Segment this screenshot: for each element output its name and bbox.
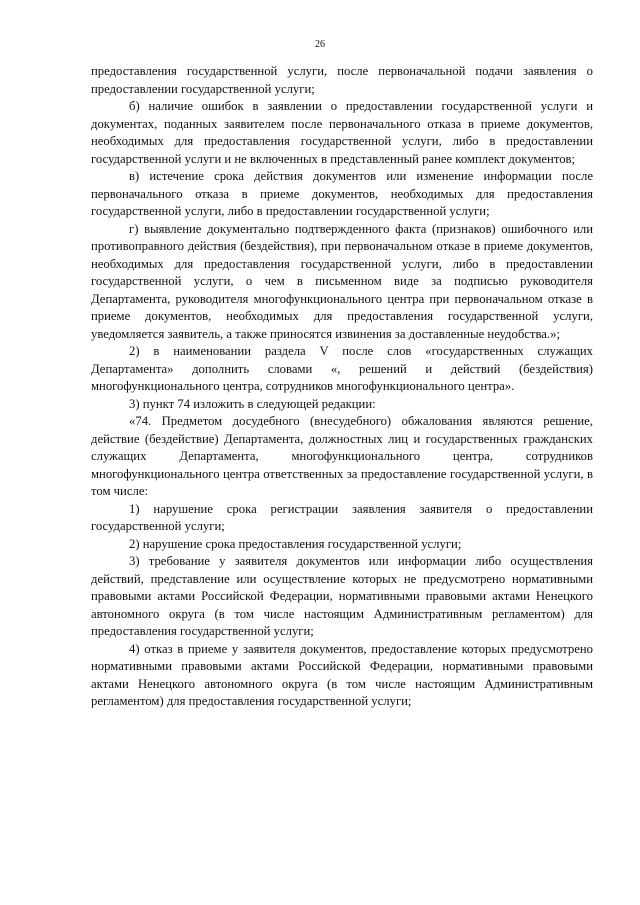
paragraph-subclause-1: 1) нарушение срока регистрации заявления заявителя о предоставлении государственной услуги; [91,501,593,533]
page-number: 26 [315,39,325,50]
paragraph-continuation: предоставления государственной услуги, после первоначальной подачи заявления о предоставлении государственной услуги; [91,64,593,96]
paragraph-item-v: в) истечение срока действия документов или изменение информации после первоначального отказа в приеме документов, необходимых для предоставления государственной услуги, либо в предоставлении государственной услуги; [91,169,593,218]
paragraph-clause-74: «74. Предметом досудебного (внесудебного) обжалования являются решение, действие (бездействие) Департамента, должностных лиц и государственных гражданских служащих Департамента, многофункционального центра, сотрудников многофункционального центра ответственных за предоставление государственной услуги, в том числе: [91,414,593,498]
paragraph-amendment-3: 3) пункт 74 изложить в следующей редакции: [129,396,376,411]
paragraph-amendment-2: 2) в наименовании раздела V после слов «государственных служащих Департамента» дополнить словами «, решений и действий (бездействия) многофункционального центра, сотрудников многофункционального центра». [91,344,593,393]
document-body [91,63,593,711]
paragraph-subclause-3: 3) требование у заявителя документов или информации либо осуществления действий, представление или осуществление которых не предусмотрено нормативными правовыми актами Российской Федерации, нормативными правовыми актами Ненецкого автономного округа (в том числе настоящим Административным регламентом) для предоставления государственной услуги; [91,554,593,638]
paragraph-item-b: б) наличие ошибок в заявлении о предоставлении государственной услуги и документах, поданных заявителем после первоначального отказа в приеме документов, необходимых для предоставления государственной услуги, либо в предоставлении государственной услуги и не включенных в представленный ранее комплект документов; [91,99,593,166]
paragraph-subclause-4: 4) отказ в приеме у заявителя документов, предоставление которых предусмотрено нормативными правовыми актами Российской Федерации, нормативными правовыми актами Ненецкого автономного округа (в том числе настоящим Административным регламентом) для предоставления государственной услуги; [91,641,593,708]
paragraph-subclause-2: 2) нарушение срока предоставления государственной услуги; [129,536,462,551]
paragraph-item-g: г) выявление документально подтвержденного факта (признаков) ошибочного или противоправного действия (бездействия), при первоначальном отказе в приеме документов, необходимых для предоставления государственной услуги, либо в предоставлении государственной услуги, о чем в письменном виде за подписью руководителя Департамента, руководителя многофункционального центра при первоначальном отказе в приеме документов, необходимых для предоставления государственной услуги, уведомляется заявитель, а также приносятся извинения за доставленные неудобства.»; [91,221,593,341]
